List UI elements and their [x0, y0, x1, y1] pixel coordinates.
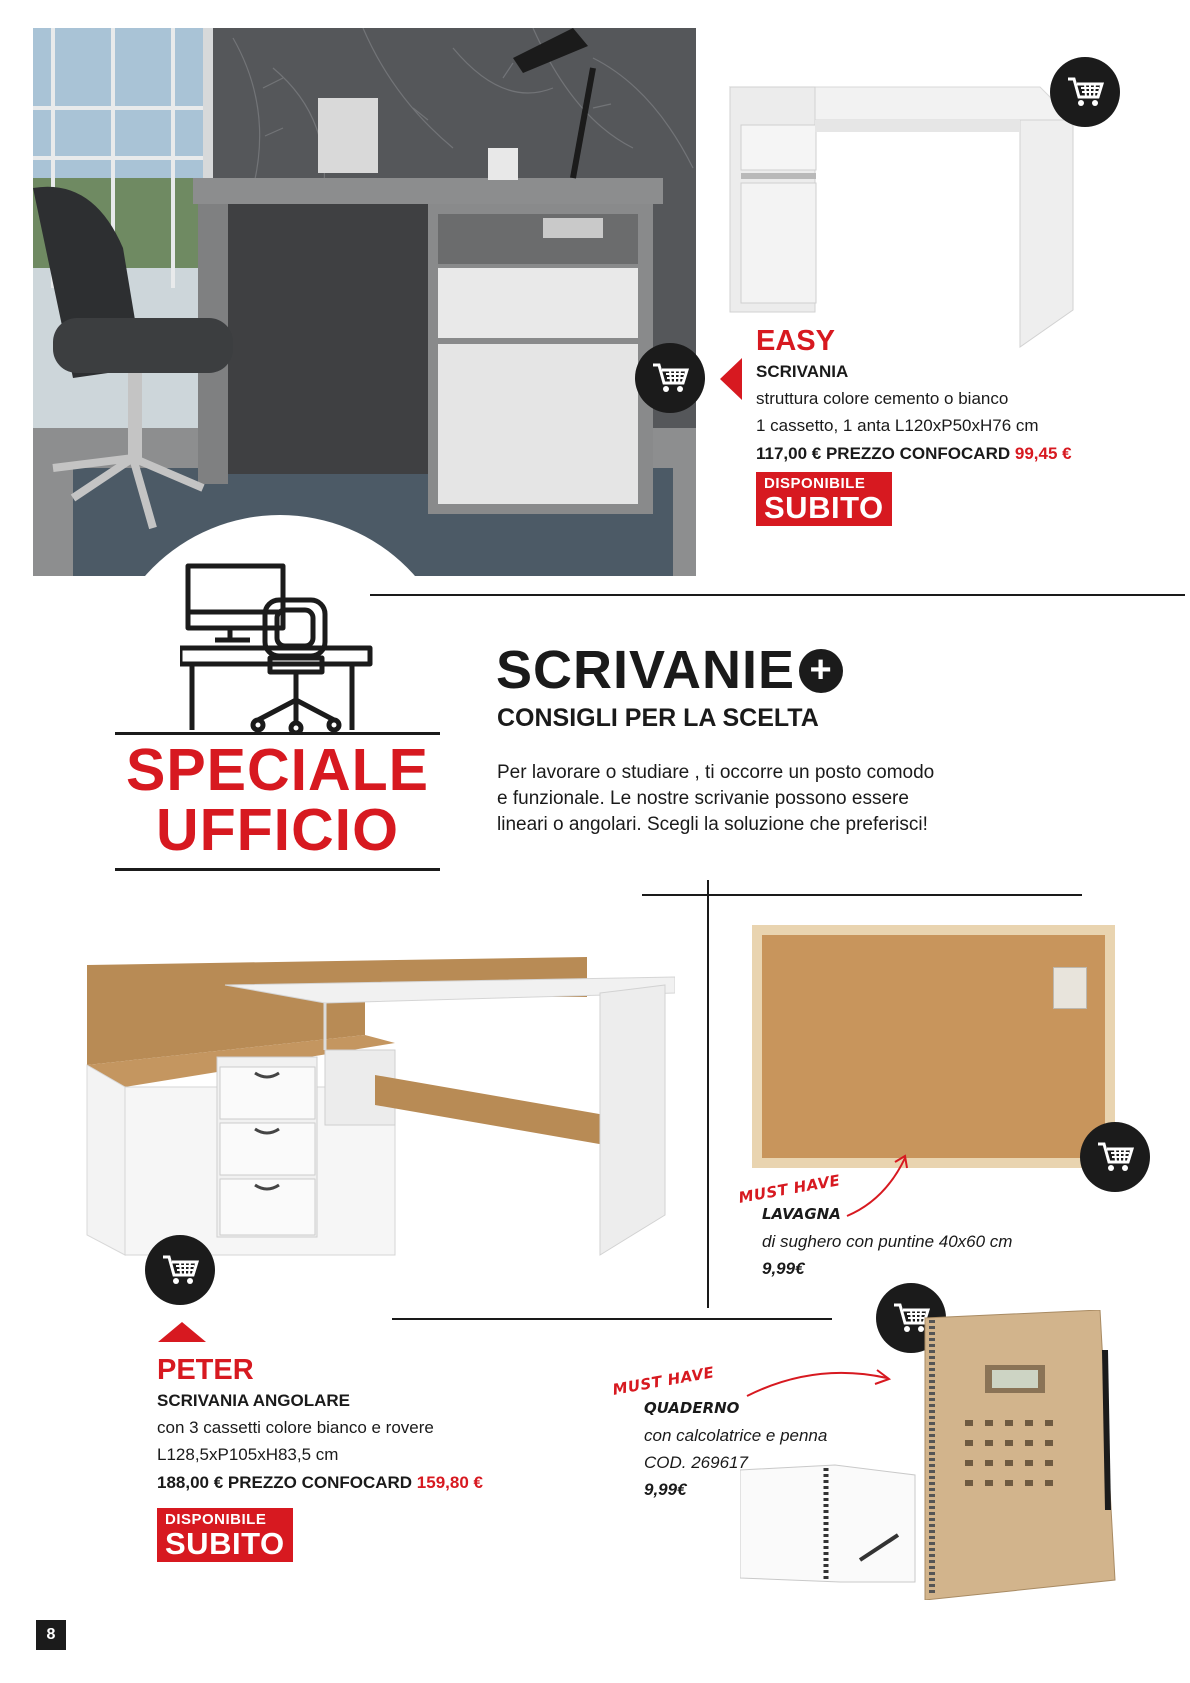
ufficio-text: UFFICIO [156, 797, 399, 863]
easy-price [756, 444, 1136, 464]
notebook-info [644, 1399, 827, 1500]
board-name: LAVAGNA [762, 1205, 841, 1223]
easy-desc-1: struttura colore cemento o bianco [756, 389, 1009, 408]
notebook-desc-2: COD. 269617 [644, 1453, 748, 1472]
desk-chair-icon [180, 560, 380, 735]
peter-type: SCRIVANIA ANGOLARE [157, 1391, 350, 1410]
peter-price-card: 159,80 € [416, 1473, 483, 1492]
notebook-name: QUADERNO [644, 1399, 740, 1417]
board-must-have-tag: MUST HAVE [737, 1171, 842, 1207]
section-title-text: SCRIVANIE [496, 640, 796, 700]
notebook-desc-1: con calcolatrice e penna [644, 1426, 828, 1445]
peter-badge-bottom: SUBITO [165, 1526, 285, 1561]
notebook-price: 9,99€ [644, 1480, 687, 1499]
speciale-rule-bottom [115, 868, 440, 871]
peter-price-full: 188,00 € PREZZO CONFOCARD [157, 1473, 413, 1492]
cart-icon [1096, 1140, 1134, 1174]
easy-white-desk-photo [728, 75, 1083, 360]
peter-desc-1: con 3 cassetti colore bianco e rovere [157, 1418, 434, 1437]
notebook-must-have-tag: MUST HAVE [611, 1363, 716, 1399]
easy-badge-top: DISPONIBILE [764, 475, 866, 492]
easy-badge-bottom: SUBITO [764, 490, 884, 525]
grid-line-vertical [707, 880, 709, 1308]
pointer-triangle-easy [720, 358, 742, 400]
section-intro [497, 760, 934, 838]
peter-desc-2: L128,5xP105xH83,5 cm [157, 1445, 339, 1464]
board-price: 9,99€ [762, 1259, 805, 1278]
peter-name: PETER [157, 1354, 254, 1386]
easy-desc-2: 1 cassetto, 1 anta L120xP50xH76 cm [756, 416, 1039, 435]
easy-desk-photo [33, 28, 696, 576]
notebook-arrow [745, 1362, 895, 1402]
section-title [496, 640, 843, 700]
cart-button-peter[interactable] [145, 1235, 215, 1305]
cork-board-photo [752, 925, 1115, 1168]
intro-line-3: lineari o angolari. Scegli la soluzione che preferisci! [497, 814, 928, 835]
speciale-text: SPECIALE [125, 737, 430, 803]
board-desc: di sughero con puntine 40x60 cm [762, 1232, 1013, 1251]
easy-price-card: 99,45 € [1014, 444, 1072, 463]
intro-line-2: e funzionale. Le nostre scrivanie possono essere [497, 788, 909, 809]
speciale-rule-top [115, 732, 440, 735]
cork-surface [762, 935, 1105, 1158]
cart-icon [651, 361, 689, 395]
easy-name: EASY [756, 325, 835, 357]
peter-price [157, 1473, 577, 1493]
speciale-label [115, 737, 440, 863]
peter-badge-top: DISPONIBILE [165, 1511, 267, 1528]
easy-availability-badge [756, 472, 892, 526]
easy-type: SCRIVANIA [756, 362, 849, 381]
peter-product-info [157, 1354, 577, 1493]
cart-button-easy[interactable] [1050, 57, 1120, 127]
cart-icon [161, 1253, 199, 1287]
cart-button-easy-photo[interactable] [635, 343, 705, 413]
easy-price-full: 117,00 € PREZZO CONFOCARD [756, 444, 1011, 463]
board-info [762, 1205, 1012, 1279]
cart-icon [1066, 75, 1104, 109]
plus-icon: + [799, 649, 843, 693]
section-divider-top [370, 594, 1185, 596]
pins-pack [1053, 967, 1087, 1009]
section-subtitle: CONSIGLI PER LA SCELTA [497, 704, 819, 732]
pointer-triangle-peter [158, 1322, 206, 1342]
easy-product-info [756, 325, 1136, 464]
intro-line-1: Per lavorare o studiare , ti occorre un posto comodo [497, 762, 935, 783]
cart-button-board[interactable] [1080, 1122, 1150, 1192]
page-number: 8 [36, 1620, 66, 1650]
peter-availability-badge [157, 1508, 293, 1562]
